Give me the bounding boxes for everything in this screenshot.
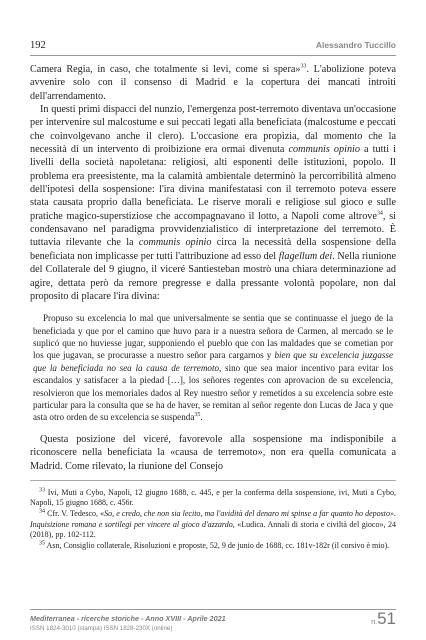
text-run: . L'abolizione poteva avvenire solo con il consenso di Madrid e la copertura dei mancati introiti dell'arrendamento. (30, 64, 396, 102)
footnote (30, 509, 396, 541)
footnote-ref: 34 (376, 210, 383, 217)
page-number: 192 (30, 40, 46, 51)
issue-label: n. (371, 619, 378, 626)
italic-text: flagellum dei (278, 250, 333, 262)
text-run: , «Ludica. Annali di storia e civiltà del gioco», 24 (2018), pp. 102-112. (30, 519, 396, 540)
text-run: Cfr. V. Tedesco, « (45, 509, 105, 519)
page-body (30, 63, 396, 551)
header-rule (30, 55, 396, 56)
footnotes (30, 488, 396, 552)
footnote-ref: 33 (300, 63, 307, 70)
italic-text: communis opinio (288, 144, 360, 156)
text-run: In questi primi dispacci del nunzio, l'emergenza post-terremoto diventava un'occasione per intervenire sul malcostume e sui peccati legati alla beneficiata (malcostume e peccati che coinvolgevano anche il clero). L'occasione era propizia, dal momento che la necessità di un intervento di proibizione era ormai divenuta (30, 104, 396, 156)
italic-text: communis opinio (138, 237, 212, 249)
issn-line: ISSN 1824-3010 (stampa) ISSN 1828-230X (online) (30, 625, 173, 632)
text-run: Propuso su excelencia lo mal que universalmente se sentia que se continuasse el juego de la beneficiada y que por el camino que huvo para ir a nuestra señora de Carmen, al mercado se le suplicó que no huviesse jugar, supponiendo el pueblo que con las maldades que se cometian por los que jugavan, se procurasse a nuestro señor para cargarnos y (33, 313, 393, 361)
footnote-separator (30, 480, 396, 481)
text-run: Ivi, Muti a Cybo, Napoli, 12 giugno 1688, c. 445, e per la conferma della sospensione, ivi, Muti a Cybo, Napoli, 15 giugno 1688, c. 456r. (30, 487, 396, 508)
block-quote (30, 312, 396, 424)
body-paragraph (30, 433, 396, 473)
footnote-ref: 35 (39, 540, 45, 547)
footer-rule (30, 609, 396, 610)
text-run: , sino que sea maior incentivo para evitar los escandalos y satisfacer a la piedad […], los señores regentes con aprovacion de su excelencia, resolvieron que los memoriales dados al Rey nuestro señor y remetidos a su excelencia sobre este particular para la consulta que se ha de haver, se remitan al señor regente don Lucas de Jaca y que asta otro orden de su excelencia se suspenda (33, 362, 393, 423)
footnote (30, 488, 396, 509)
page-footer (30, 611, 396, 635)
text-run: . Nella riunione del Collaterale del 9 giugno, il viceré Santiesteban mostrò una chiara determinazione ad agire, dettata però da remore pregresse e dalla pressante volontà popolare, non dal proposito di placare l'ira divina: (30, 250, 396, 302)
footnote-ref: 34 (39, 508, 45, 515)
text-run: , si condensavano nel paradigma provvidenzialistico di interpretazione del terremoto. È tuttavia rilevante che la (30, 210, 396, 249)
footnote-ref: 35 (194, 412, 201, 419)
italic-text: bien que su excelencia juzgasse que la beneficiada no sea la causa de terremoto (33, 350, 393, 373)
body-paragraph (30, 103, 396, 303)
footnote-ref: 33 (39, 487, 45, 494)
journal-title: Mediterranea - ricerche storiche - Anno XVIII - Aprile 2021 (30, 614, 226, 623)
issue-value: 51 (377, 609, 396, 628)
text-run: Asn, Consiglio collaterale, Risoluzioni e proposte, 52, 9 de junio de 1688, cc. 181v-182r (il corsivo è mio). (45, 540, 390, 550)
running-header-author: Alessandro Tuccillo (315, 40, 396, 50)
issue-number (371, 609, 396, 629)
text-run: Questa posizione del viceré, favorevole alla sospensione ma indisponibile a riconoscere nella beneficiata la «causa de terremoto», non era quella comunicata a Madrid. Come rilevato, la riunione del Consejo (30, 433, 396, 472)
text-run: Camera Regia, in caso, che totalmente si levi, come si spera» (30, 64, 301, 75)
footnote (30, 541, 396, 552)
italic-text: So, e credo, che non sia lecito, ma l'avidità del denaro mi spinse a far quanto ho deposto». Inquisizione romana e sortilegi per vincere al gioco d'azzardo (30, 509, 396, 529)
text-run: . (200, 412, 203, 423)
text-run: a tutti i livelli della società napoletana: religiosi, alti esponenti delle istituzioni, popolo. Il problema era preesistente, ma la calamità ambientale determinò la percorribilità almeno dell'ipotesi della sospensione: l'ira divina manifestatasi con il terremoto poteva essere stata causata proprio dalla beneficiata. Le riserve morali e religiose sul gioco e sulle pratiche magico-superstiziose che accompagnavano il lotto, a Napoli come altrove (30, 144, 396, 222)
text-run: circa la necessità della sospensione della beneficiata non implicasse per tutti l'attribuzione ad esso del (30, 237, 396, 262)
running-header (30, 40, 396, 52)
body-paragraph (30, 63, 396, 103)
